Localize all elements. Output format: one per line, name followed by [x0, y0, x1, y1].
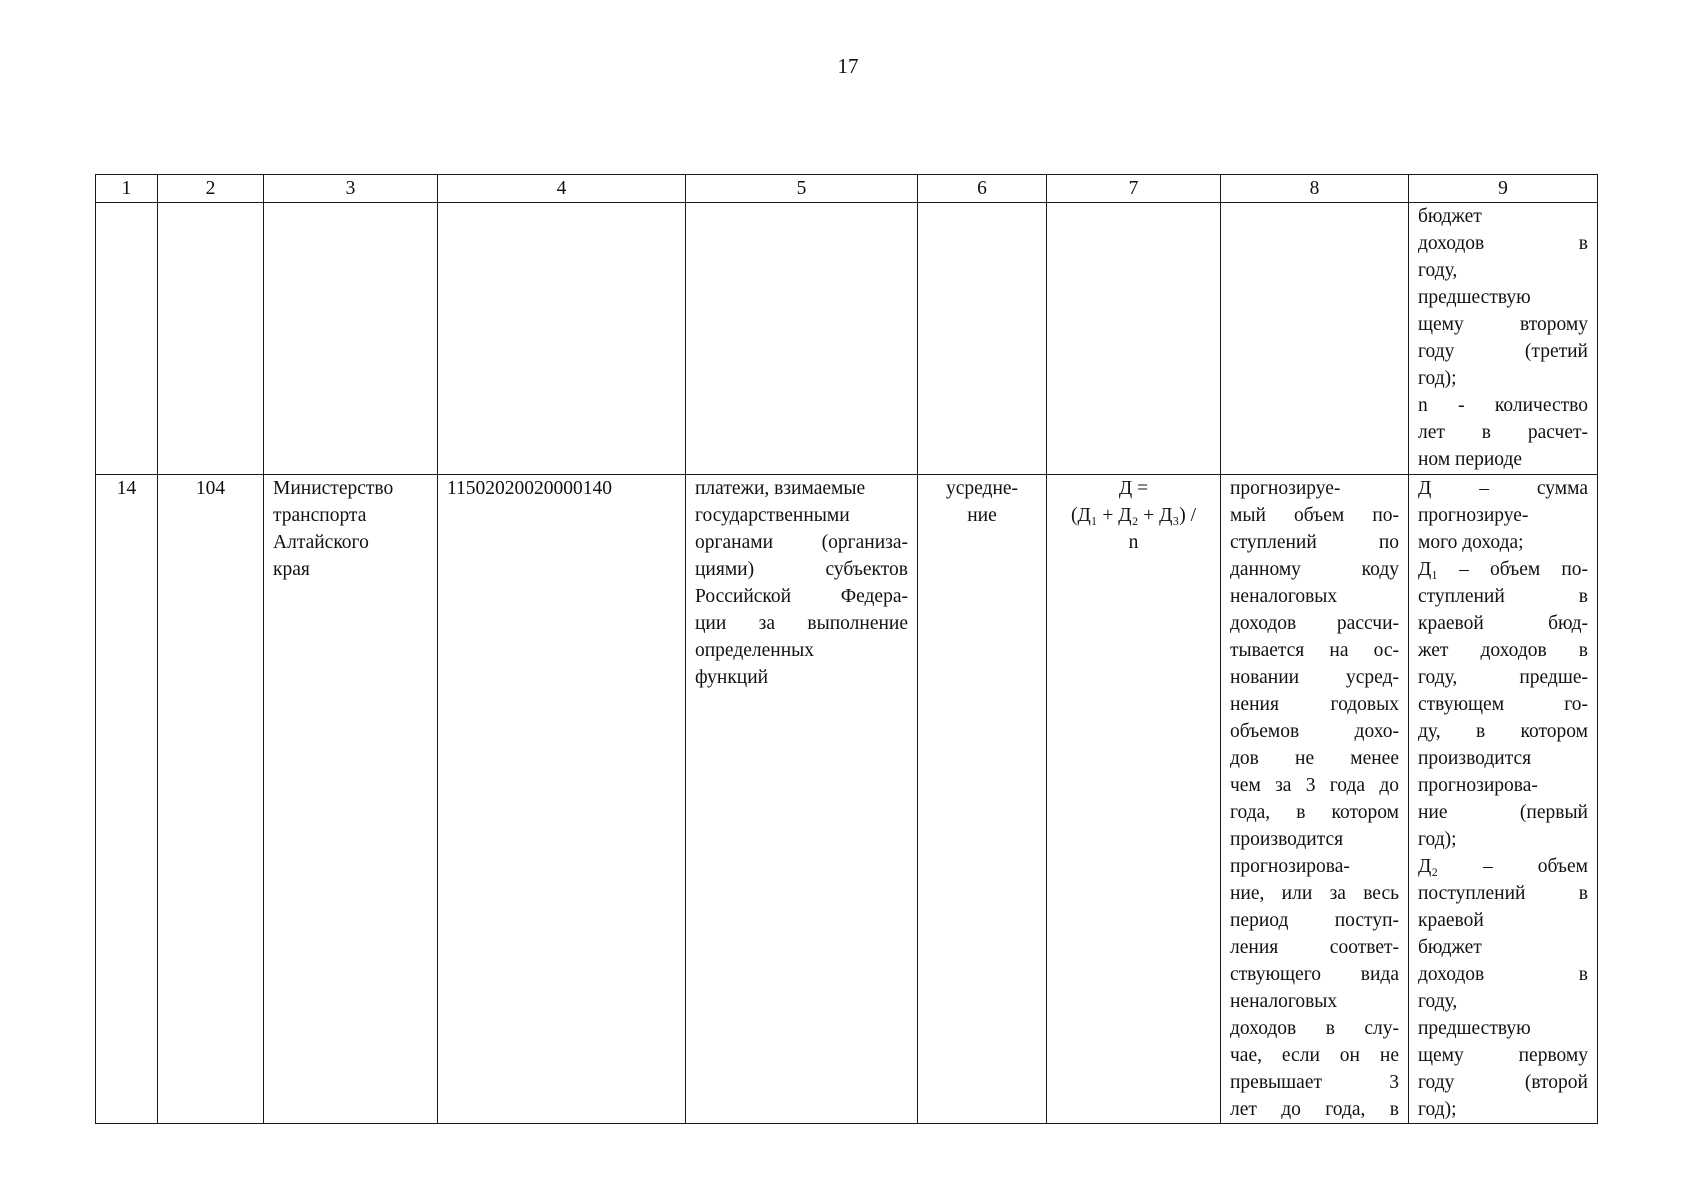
text-line: доходов рассчи-: [1230, 613, 1399, 634]
column-number: 9: [1409, 175, 1598, 203]
admin-code-cell: 104: [158, 475, 264, 1124]
text-line: ступлений в: [1418, 586, 1588, 607]
text-line: бюджет: [1418, 206, 1482, 227]
text-line: мого дохода;: [1418, 532, 1524, 553]
text-line: мый объем по-: [1230, 505, 1399, 526]
text-line: Российской Федера-: [695, 586, 908, 607]
revenue-description-cell: [686, 475, 918, 1124]
text-line: год);: [1418, 829, 1457, 850]
text-line: неналоговых: [1230, 991, 1338, 1012]
text-line: году (второй: [1418, 1072, 1588, 1093]
text-line: доходов в: [1418, 964, 1588, 985]
column-number: 8: [1221, 175, 1409, 203]
text-line: ние: [967, 505, 997, 526]
text-line: ции за выполнение: [695, 613, 908, 634]
page-number: 17: [837, 54, 859, 78]
text-line: году, предше-: [1418, 667, 1588, 688]
text-line: ние, или за весь: [1230, 883, 1399, 904]
text-line: данному коду: [1230, 559, 1399, 580]
text-line: дов не менее: [1230, 748, 1399, 769]
text-line: (Д₁ + Д₂ + Д₃) /: [1070, 505, 1197, 526]
empty-cell: [96, 203, 158, 475]
empty-cell: [264, 203, 438, 475]
text-line: функций: [695, 667, 769, 688]
text-line: щему первому: [1418, 1045, 1588, 1066]
text-line: новании усред-: [1230, 667, 1399, 688]
column-number: 7: [1047, 175, 1221, 203]
text-line: год);: [1418, 368, 1457, 389]
algorithm-cell: [1221, 475, 1409, 1124]
text-line: году,: [1418, 991, 1458, 1012]
column-numbers-row: [96, 175, 1598, 203]
text-line: ления соответ-: [1230, 937, 1399, 958]
text-line: краевой: [1418, 910, 1484, 931]
admin-name-cell: [264, 475, 438, 1124]
text-line: платежи, взимаемые: [695, 478, 866, 499]
text-line: чае, если он не: [1230, 1045, 1399, 1066]
text-line: Д =: [1118, 478, 1149, 499]
text-line: Д₁ – объем по-: [1418, 559, 1588, 580]
text-line: производится: [1418, 748, 1532, 769]
empty-cell: [918, 203, 1047, 475]
text-line: доходов в: [1418, 233, 1588, 254]
text-line: n: [1128, 532, 1139, 553]
empty-cell: [438, 203, 686, 475]
indicators-cell: [1409, 475, 1598, 1124]
text-line: период поступ-: [1230, 910, 1399, 931]
text-line: поступлений в: [1418, 883, 1588, 904]
text-line: объемов дохо-: [1230, 721, 1399, 742]
text-line: государственными: [695, 505, 850, 526]
column-number: 1: [96, 175, 158, 203]
text-line: органами (организа-: [695, 532, 908, 553]
text-line: определенных: [695, 640, 815, 661]
text-line: n - количество: [1418, 395, 1588, 416]
empty-cell: [1221, 203, 1409, 475]
text-line: Министерство: [273, 478, 394, 499]
text-line: прогнозируе-: [1418, 505, 1529, 526]
text-line: предшествую: [1418, 1018, 1531, 1039]
column-number: 2: [158, 175, 264, 203]
text-line: жет доходов в: [1418, 640, 1588, 661]
text-line: производится: [1230, 829, 1344, 850]
empty-cell: [686, 203, 918, 475]
continuation-row: [96, 203, 1598, 475]
text-line: года, в котором: [1230, 802, 1399, 823]
text-line: году,: [1418, 260, 1458, 281]
text-line: прогнозирова-: [1230, 856, 1350, 877]
text-line: прогнозирова-: [1418, 775, 1538, 796]
forecast-method-cell: [918, 475, 1047, 1124]
empty-cell: [1047, 203, 1221, 475]
text-line: усредне-: [945, 478, 1019, 499]
formula-cell: [1047, 475, 1221, 1124]
column-number: 5: [686, 175, 918, 203]
text-line: лет до года, в: [1230, 1099, 1399, 1120]
column-number: 3: [264, 175, 438, 203]
text-line: предшествую: [1418, 287, 1531, 308]
revenue-forecast-table: [95, 174, 1598, 1124]
row-number-cell: 14: [96, 475, 158, 1124]
text-line: прогнозируе-: [1230, 478, 1341, 499]
text-line: Алтайского: [273, 532, 369, 553]
text-line: лет в расчет-: [1418, 422, 1588, 443]
text-line: щему второму: [1418, 314, 1588, 335]
column-number: 6: [918, 175, 1047, 203]
text-line: транспорта: [273, 505, 367, 526]
text-line: тывается на ос-: [1230, 640, 1399, 661]
text-line: ступлений по: [1230, 532, 1399, 553]
text-line: ду, в котором: [1418, 721, 1588, 742]
text-line: чем за 3 года до: [1230, 775, 1399, 796]
text-line: ном периоде: [1418, 449, 1523, 470]
text-line: краевой бюд-: [1418, 613, 1588, 634]
text-line: ствующего вида: [1230, 964, 1399, 985]
text-line: края: [273, 559, 310, 580]
column-number: 4: [438, 175, 686, 203]
text-line: циями) субъектов: [695, 559, 908, 580]
text-line: ние (первый: [1418, 802, 1588, 823]
indicators-continuation-cell: [1409, 203, 1598, 475]
text-line: превышает 3: [1230, 1072, 1399, 1093]
text-line: год);: [1418, 1099, 1457, 1120]
text-line: доходов в слу-: [1230, 1018, 1399, 1039]
text-line: неналоговых: [1230, 586, 1338, 607]
table-row: [96, 475, 1598, 1124]
text-line: году (третий: [1418, 341, 1588, 362]
text-line: Д – сумма: [1418, 478, 1588, 499]
kbk-code-cell: 11502020020000140: [438, 475, 686, 1124]
text-line: ствующем го-: [1418, 694, 1588, 715]
text-line: нения годовых: [1230, 694, 1399, 715]
empty-cell: [158, 203, 264, 475]
text-line: бюджет: [1418, 937, 1482, 958]
text-line: Д₂ – объем: [1418, 856, 1588, 877]
